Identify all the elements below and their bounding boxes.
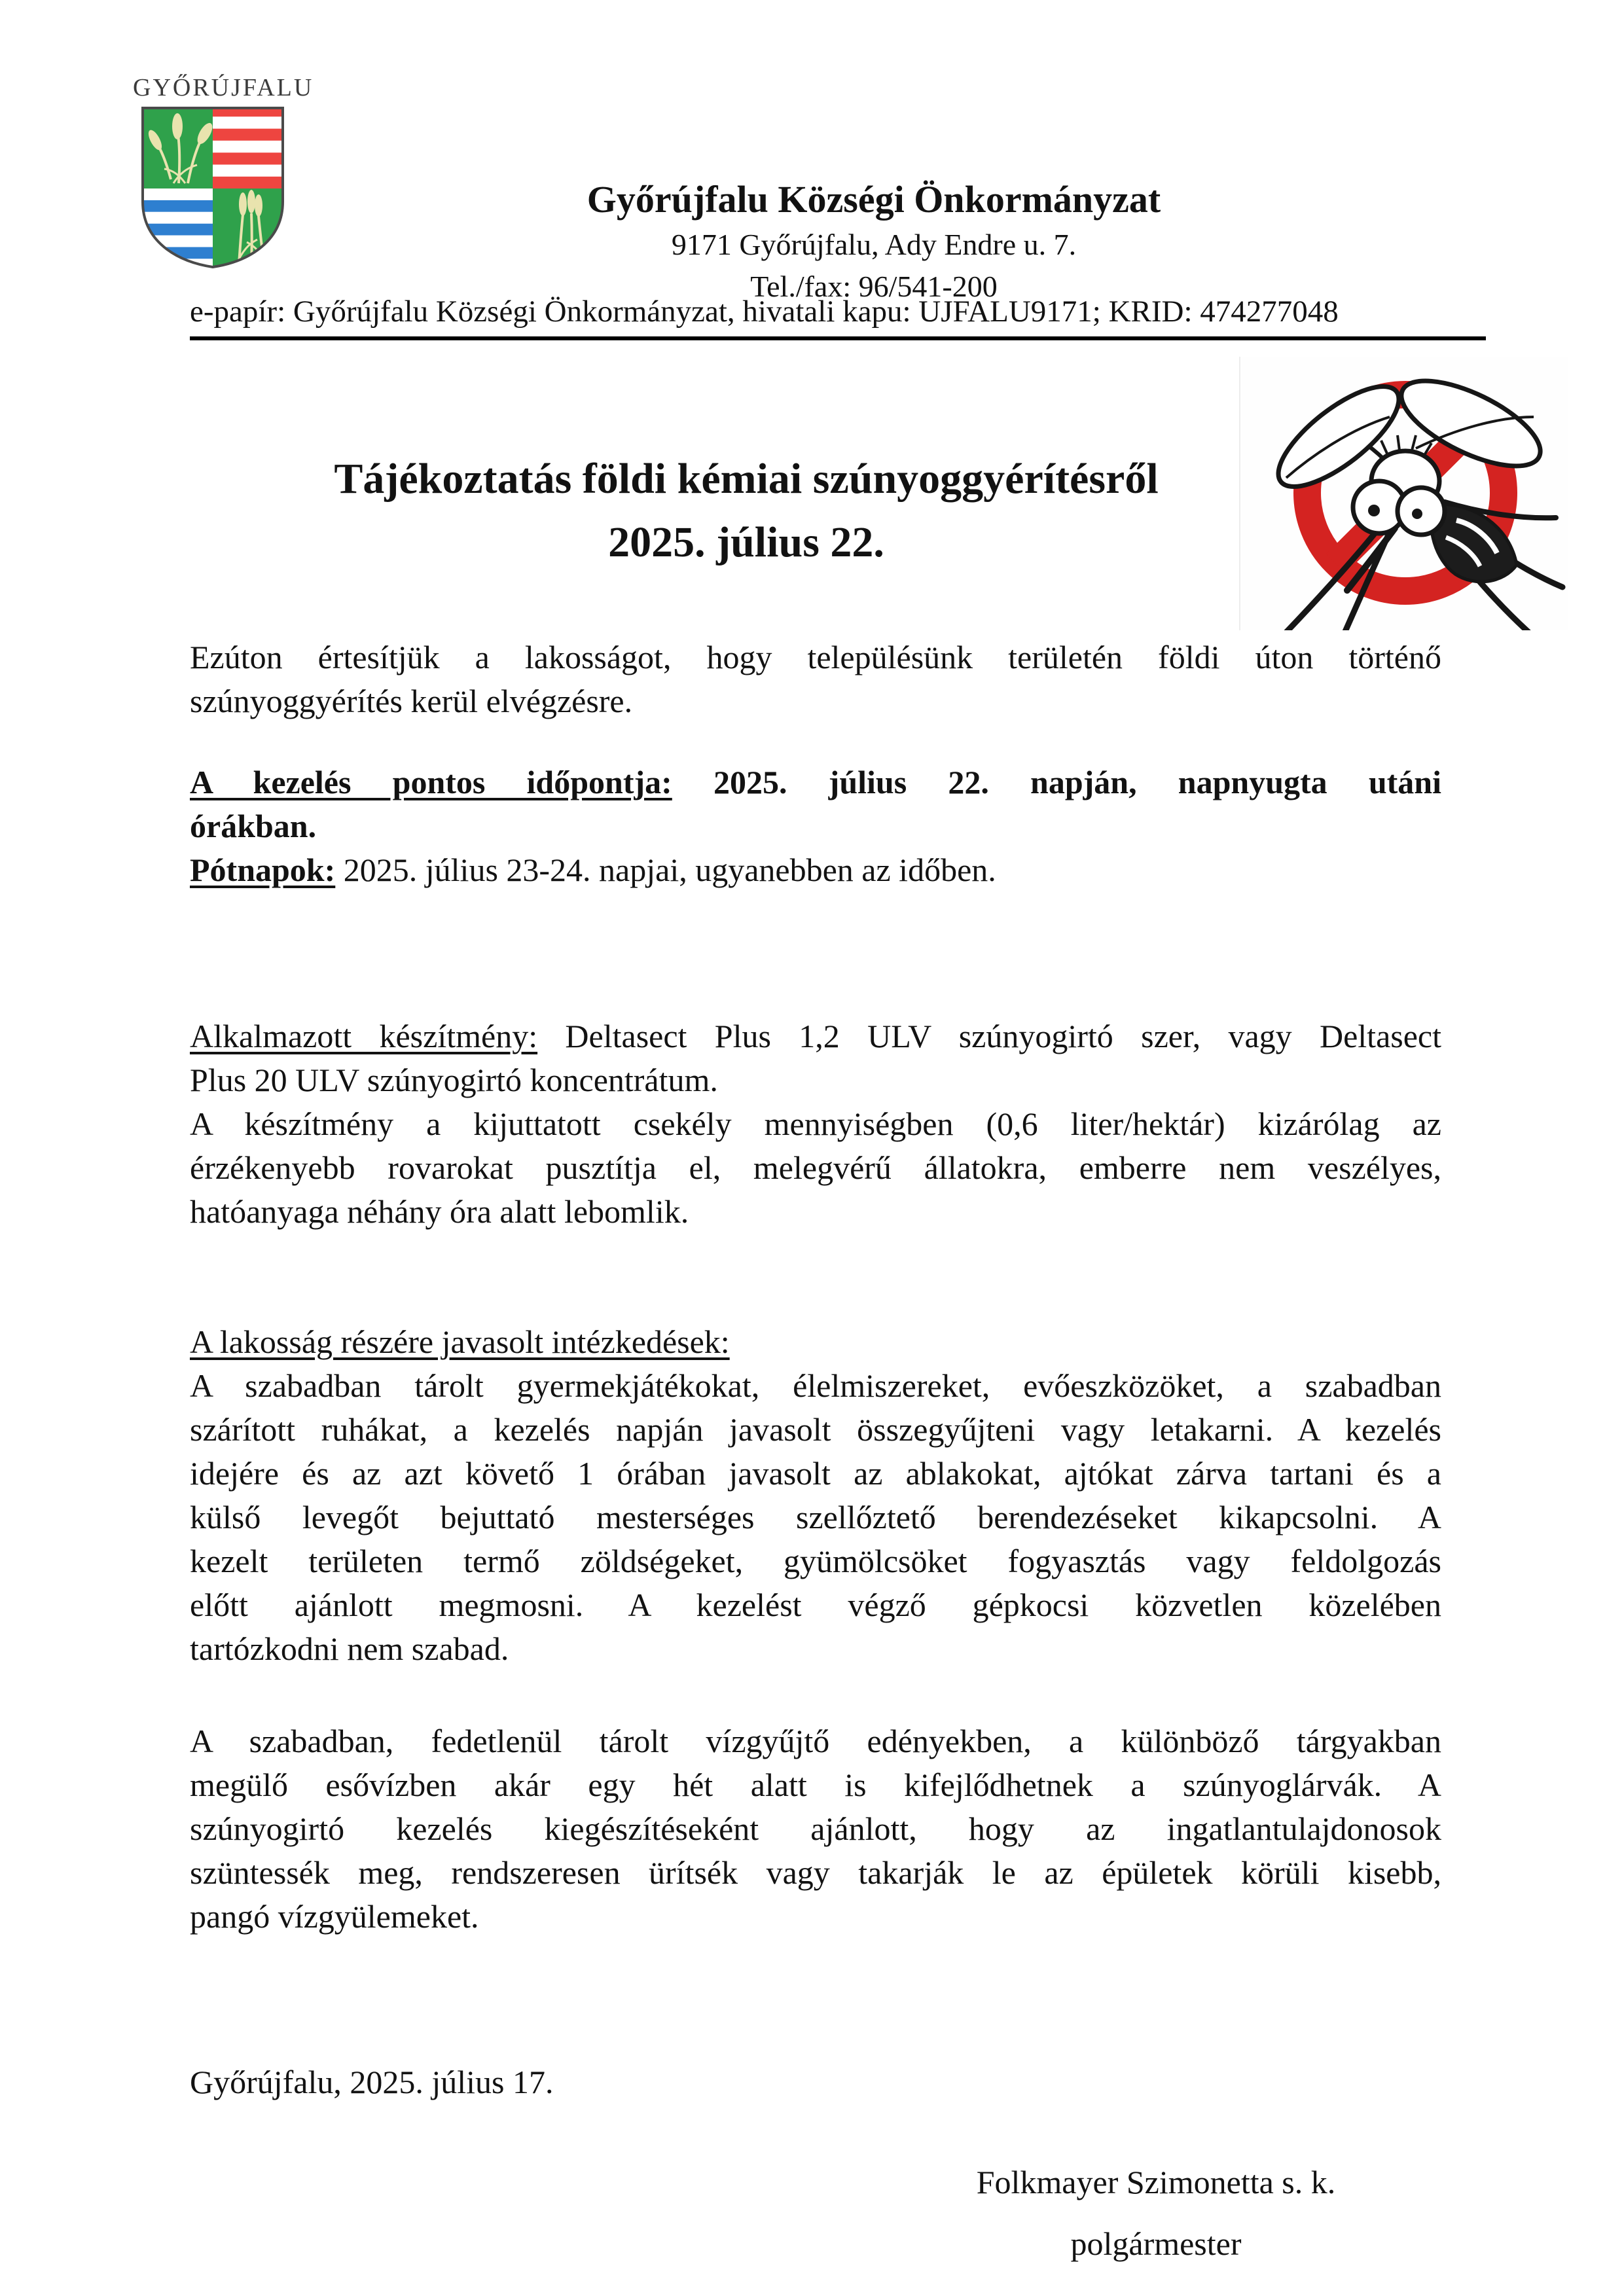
no-mosquito-icon [1240, 357, 1568, 630]
signatory-title: polgármester [1070, 2225, 1242, 2262]
text-run: szárított ruhákat, a kezelés napján javasolt összegyűjteni vagy letakarni. A kezelés [190, 1411, 1441, 1448]
text-run: A szabadban, fedetlenül tárolt vízgyűjtő edényekben, a különböző tárgyakban [190, 1723, 1441, 1759]
text-line [190, 1496, 1441, 1539]
text-run: érzékenyebb rovarokat pusztítja el, melegvérű állatokra, emberre nem veszélyes, [190, 1149, 1441, 1186]
document-title-line1: Tájékoztatás földi kémiai szúnyoggyérítésről [334, 455, 1159, 503]
text-line [190, 848, 1441, 892]
signature-block [694, 2151, 1618, 2274]
text-line [190, 1539, 1441, 1583]
text-run: Pótnapok: [190, 852, 336, 888]
org-address: 9171 Győrújfalu, Ady Endre u. 7. [671, 228, 1077, 261]
org-phone: Tel./fax: 96/541-200 [750, 270, 998, 303]
text-line [190, 1895, 1441, 1939]
text-line [190, 1719, 1441, 1763]
paragraph-treatment-date [190, 761, 1441, 848]
paragraph-larvae [190, 1719, 1441, 1939]
crest-village-name: GYŐRÚJFALU [133, 74, 314, 101]
coat-of-arms-icon [139, 105, 286, 270]
text-run: külső levegőt bejuttató mesterséges szellőztető berendezéseket kikapcsolni. A [190, 1499, 1441, 1535]
paragraph-recommendations [190, 1320, 1441, 1671]
text-line [190, 1320, 1441, 1364]
text-run: 2025. július 23-24. napjai, ugyanebben az időben. [335, 852, 996, 888]
text-line [190, 1364, 1441, 1408]
text-run: A szabadban tárolt gyermekjátékokat, élelmiszereket, evőeszközöket, a szabadban [190, 1367, 1441, 1404]
document-title-line2: 2025. július 22. [608, 518, 884, 566]
text-run: hatóanyaga néhány óra alatt lebomlik. [190, 1193, 689, 1230]
text-line [190, 1058, 1441, 1102]
date-line: Győrújfalu, 2025. július 17. [190, 2064, 554, 2100]
text-line [190, 1190, 1441, 1234]
letterhead-org-block [393, 175, 1355, 308]
text-run: órákban. [190, 808, 317, 844]
text-line [190, 1763, 1441, 1807]
text-run: Ezúton értesítjük a lakosságot, hogy településünk területén földi úton történő [190, 639, 1441, 675]
document-title [190, 447, 1303, 574]
text-line [190, 1583, 1441, 1627]
text-line [190, 804, 1441, 848]
text-line [190, 761, 1441, 804]
text-run: szúnyoggyérítés kerül elvégzésre. [190, 683, 633, 719]
text-run: Deltasect Plus 1,2 ULV szúnyogirtó szer, vagy Deltasect [537, 1018, 1442, 1054]
text-run: Plus 20 ULV szúnyogirtó koncentrátum. [190, 1062, 718, 1098]
text-run: A készítmény a kijuttatott csekély mennyiségben (0,6 liter/hektár) kizárólag az [190, 1105, 1441, 1142]
text-line [190, 636, 1441, 679]
text-run: 2025. július 22. napján, napnyugta utáni [672, 764, 1442, 800]
paragraph-backup-days [190, 848, 1441, 892]
text-run: idejére és az azt követő 1 órában javasolt az ablakokat, ajtókat zárva tartani és a [190, 1455, 1441, 1492]
text-line [190, 679, 1441, 723]
paragraph-product [190, 1014, 1441, 1234]
letterhead-divider [190, 336, 1486, 340]
text-run: A lakosság részére javasolt intézkedések: [190, 1323, 730, 1360]
text-run: pangó vízgyülemeket. [190, 1898, 479, 1935]
text-run: kezelt területen termő zöldségeket, gyümölcsöket fogyasztás vagy feldolgozás [190, 1543, 1441, 1579]
text-line [190, 1627, 1441, 1671]
text-run: tartózkodni nem szabad. [190, 1630, 509, 1667]
text-line [190, 1452, 1441, 1496]
text-run: megülő esővízben akár egy hét alatt is kifejlődhetnek a szúnyoglárvák. A [190, 1767, 1441, 1803]
paragraph-intro [190, 636, 1441, 723]
org-name: Győrújfalu Községi Önkormányzat [586, 178, 1161, 221]
text-line [190, 1408, 1441, 1452]
text-line [190, 1014, 1441, 1058]
text-run: szúnyogirtó kezelés kiegészítéseként ajánlott, hogy az ingatlantulajdonosok [190, 1810, 1441, 1847]
text-line [190, 1102, 1441, 1146]
text-line [190, 1851, 1441, 1895]
text-run: A kezelés pontos időpontja: [190, 764, 672, 800]
text-run: szüntessék meg, rendszeresen ürítsék vagy takarják le az épületek körüli kisebb, [190, 1854, 1441, 1891]
arpad-stripes [213, 105, 286, 188]
text-run: előtt ajánlott megmosni. A kezelést végző gépkocsi közvetlen közelében [190, 1587, 1441, 1623]
no-mosquito-image [1239, 357, 1568, 630]
text-line [190, 1807, 1441, 1851]
text-line [190, 1146, 1441, 1190]
text-run: Alkalmazott készítmény: [190, 1018, 538, 1054]
signatory-name: Folkmayer Szimonetta s. k. [976, 2164, 1336, 2200]
epaper-line: e-papír: Győrújfalu Községi Önkormányzat, hivatali kapu: UJFALU9171; KRID: 474277048 [190, 295, 1339, 329]
